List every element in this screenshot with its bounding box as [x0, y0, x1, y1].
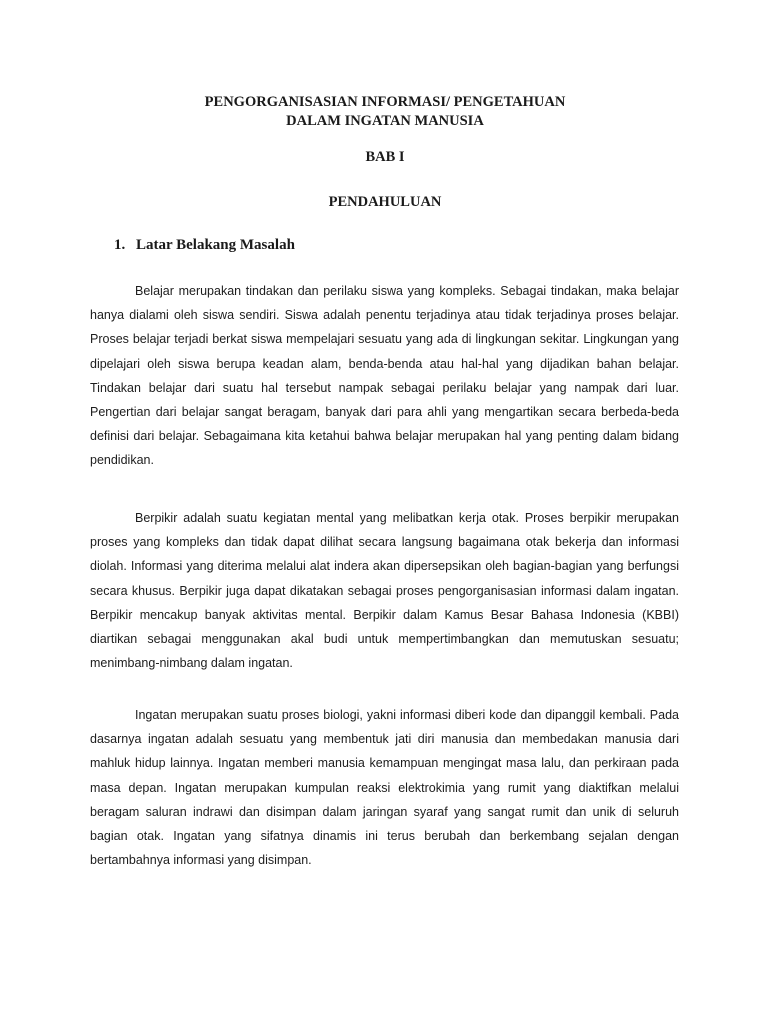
document-title-line-2: DALAM INGATAN MANUSIA — [286, 113, 484, 129]
section-number: 1. — [114, 237, 126, 253]
section-label: Latar Belakang Masalah — [136, 237, 295, 253]
document-title-line-1: PENGORGANISASIAN INFORMASI/ PENGETAHUAN — [204, 94, 566, 110]
section-heading — [114, 236, 295, 254]
paragraph-ingatan: Ingatan merupakan suatu proses biologi, yakni informasi diberi kode dan dipanggil kembali. Pada dasarnya ingatan adalah sesuatu yang membentuk jati diri manusia dan membedakan manusia dari mahluk hidup lainnya. Ingatan memberi manusia kemampuan mengingat masa lalu, dan perkiraan pada masa depan. Ingatan merupakan kumpulan reaksi elektrokimia yang rumit yang diaktifkan melalui beragam saluran indrawi dan disimpan dalam jaringan syaraf yang sangat rumit dan unik di seluruh bagian otak. Ingatan yang sifatnya dinamis ini terus berubah dan berkembang sejalan dengan bertambahnya informasi yang disimpan. — [90, 708, 679, 868]
chapter-number: BAB I — [365, 149, 405, 165]
paragraph-belajar: Belajar merupakan tindakan dan perilaku siswa yang kompleks. Sebagai tindakan, maka belajar hanya dialami oleh siswa sendiri. Siswa adalah penentu terjadinya atau tidak terjadinya proses belajar. Proses belajar terjadi berkat siswa mempelajari sesuatu yang ada di lingkungan sekitar. Lingkungan yang dipelajari oleh siswa berupa keadan alam, benda-benda atau hal-hal yang dijadikan bahan belajar. Tindakan belajar dari suatu hal tersebut nampak sebagai perilaku belajar yang nampak dari luar. Pengertian dari belajar sangat beragam, banyak dari para ahli yang mengartikan secara berbeda-beda definisi dari belajar. Sebagaimana kita ketahui bahwa belajar merupakan hal yang penting dalam bidang pendidikan. — [90, 284, 679, 468]
paragraph-berpikir: Berpikir adalah suatu kegiatan mental yang melibatkan kerja otak. Proses berpikir merupakan proses yang kompleks dan tidak dapat dilihat secara langsung bagaimana otak bekerja dan informasi diolah. Informasi yang diterima melalui alat indera akan dipersepsikan oleh bagian-bagian yang berfungsi secara khusus. Berpikir juga dapat dikatakan sebagai proses pengorganisasian informasi dalam ingatan. Berpikir mencakup banyak aktivitas mental. Berpikir dalam Kamus Besar Bahasa Indonesia (KBBI) diartikan sebagai menggunakan akal budi untuk mempertimbangkan dan memutuskan sesuatu; menimbang-nimbang dalam ingatan. — [90, 511, 679, 671]
chapter-title: PENDAHULUAN — [328, 194, 442, 210]
